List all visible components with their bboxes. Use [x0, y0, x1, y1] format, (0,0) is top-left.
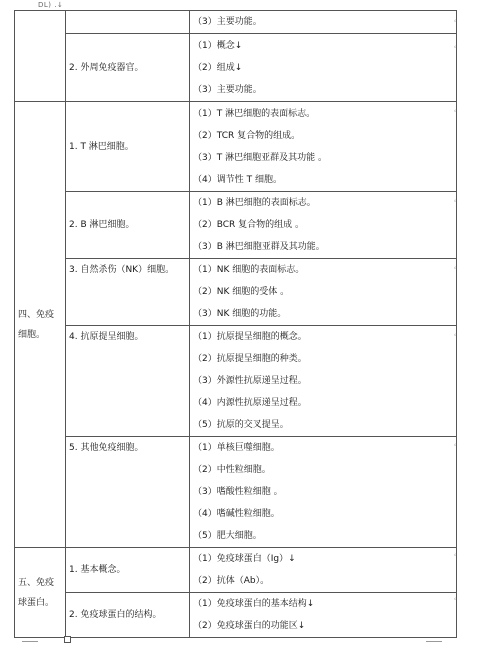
list-item: （3）B 淋巴细胞亚群及其功能。 [193, 242, 325, 252]
list-item: （3）外源性抗原递呈过程。 [193, 376, 307, 386]
section-cell-immunoglobulin [15, 548, 66, 638]
detail-cell [190, 34, 457, 102]
list-item: （3）主要功能。 [193, 17, 262, 27]
list-item: （1）T 淋巴细胞的表面标志。 [193, 108, 316, 119]
row-end-mark: 。 [454, 439, 461, 447]
table-row [15, 437, 457, 548]
topic-cell: 1. 基本概念。 [66, 548, 190, 593]
list-item: （2）组成↓ [193, 62, 243, 73]
topic-cell: 3. 自然杀伤（NK）细胞。 [66, 259, 190, 326]
list-item: （1）抗原提呈细胞的概念。 [193, 332, 307, 342]
topic-cell: 2. 免疫球蛋白的结构。 [66, 593, 190, 638]
row-end-mark: 。 [454, 262, 461, 270]
detail-cell [190, 11, 457, 34]
row-end-mark: 。 [454, 329, 461, 337]
table-row [15, 34, 457, 102]
topic-cell: 2. B 淋巴细胞。 [66, 192, 190, 259]
row-end-mark: 。 [454, 593, 461, 601]
detail-cell [190, 259, 457, 326]
list-item: （1）免疫球蛋白（Ig）↓ [193, 554, 296, 564]
table-row [15, 102, 457, 192]
topic-cell [66, 11, 190, 34]
syllabus-table [14, 10, 457, 638]
list-item: （5）抗原的交叉提呈。 [193, 420, 289, 430]
list-item: （3）主要功能。 [193, 84, 262, 95]
table-row [15, 326, 457, 437]
table-row [15, 11, 457, 34]
row-end-mark: 。 [454, 105, 461, 113]
list-item: （2）BCR 复合物的组成 。 [193, 220, 305, 230]
table-row [15, 548, 457, 593]
row-end-mark: 。 [454, 195, 461, 203]
row-end-mark: 。 [454, 15, 461, 23]
list-item: （3）NK 细胞的功能。 [193, 309, 287, 319]
topic-cell: 1. T 淋巴细胞。 [66, 102, 190, 192]
list-item: （1）单核巨噬细胞。 [193, 443, 280, 453]
table-row [15, 593, 457, 638]
row-end-mark: 。 [454, 41, 461, 49]
list-item: （2）免疫球蛋白的功能区↓ [193, 621, 306, 631]
list-item: （3）T 淋巴细胞亚群及其功能 。 [193, 152, 327, 163]
list-item: （2）抗原提呈细胞的种类。 [193, 354, 307, 364]
section-cell-immune-cells [15, 102, 66, 548]
list-item: （1）概念↓ [193, 40, 243, 51]
list-item: （1）免疫球蛋白的基本结构↓ [193, 599, 315, 609]
row-end-mark: 。 [454, 549, 461, 557]
section-label: 五、免疫球蛋白。 [18, 577, 55, 608]
section-label: 四、免疫细胞。 [18, 309, 55, 340]
list-item: （4）嗜碱性粒细胞。 [193, 509, 280, 519]
margin-tick [426, 641, 442, 646]
list-item: （1）B 淋巴细胞的表面标志。 [193, 198, 316, 208]
table-row [15, 192, 457, 259]
detail-cell [190, 593, 457, 638]
detail-cell [190, 326, 457, 437]
list-item: （4）调节性 T 细胞。 [193, 174, 282, 185]
margin-tick [22, 641, 38, 646]
list-item: （2）抗体（Ab）。 [193, 576, 270, 586]
detail-cell [190, 102, 457, 192]
detail-cell [190, 192, 457, 259]
topic-cell: 2. 外周免疫器官。 [66, 34, 190, 102]
topic-cell: 5. 其他免疫细胞。 [66, 437, 190, 548]
list-item: （3）嗜酸性粒细胞 。 [193, 487, 283, 497]
table-move-handle[interactable] [64, 636, 71, 643]
table-row [15, 259, 457, 326]
list-item: （2）TCR 复合物的组成。 [193, 130, 301, 141]
list-item: （2）中性粒细胞。 [193, 465, 271, 475]
list-item: （2）NK 细胞的受体 。 [193, 287, 290, 297]
list-item: （5）肥大细胞。 [193, 531, 262, 541]
list-item: （4）内源性抗原递呈过程。 [193, 398, 307, 408]
page-header-text: DL) .↓ [38, 1, 64, 9]
section-cell-blank [15, 11, 66, 102]
detail-cell [190, 548, 457, 593]
list-item: （1）NK 细胞的表面标志。 [193, 265, 305, 275]
detail-cell [190, 437, 457, 548]
topic-cell: 4. 抗原提呈细胞。 [66, 326, 190, 437]
